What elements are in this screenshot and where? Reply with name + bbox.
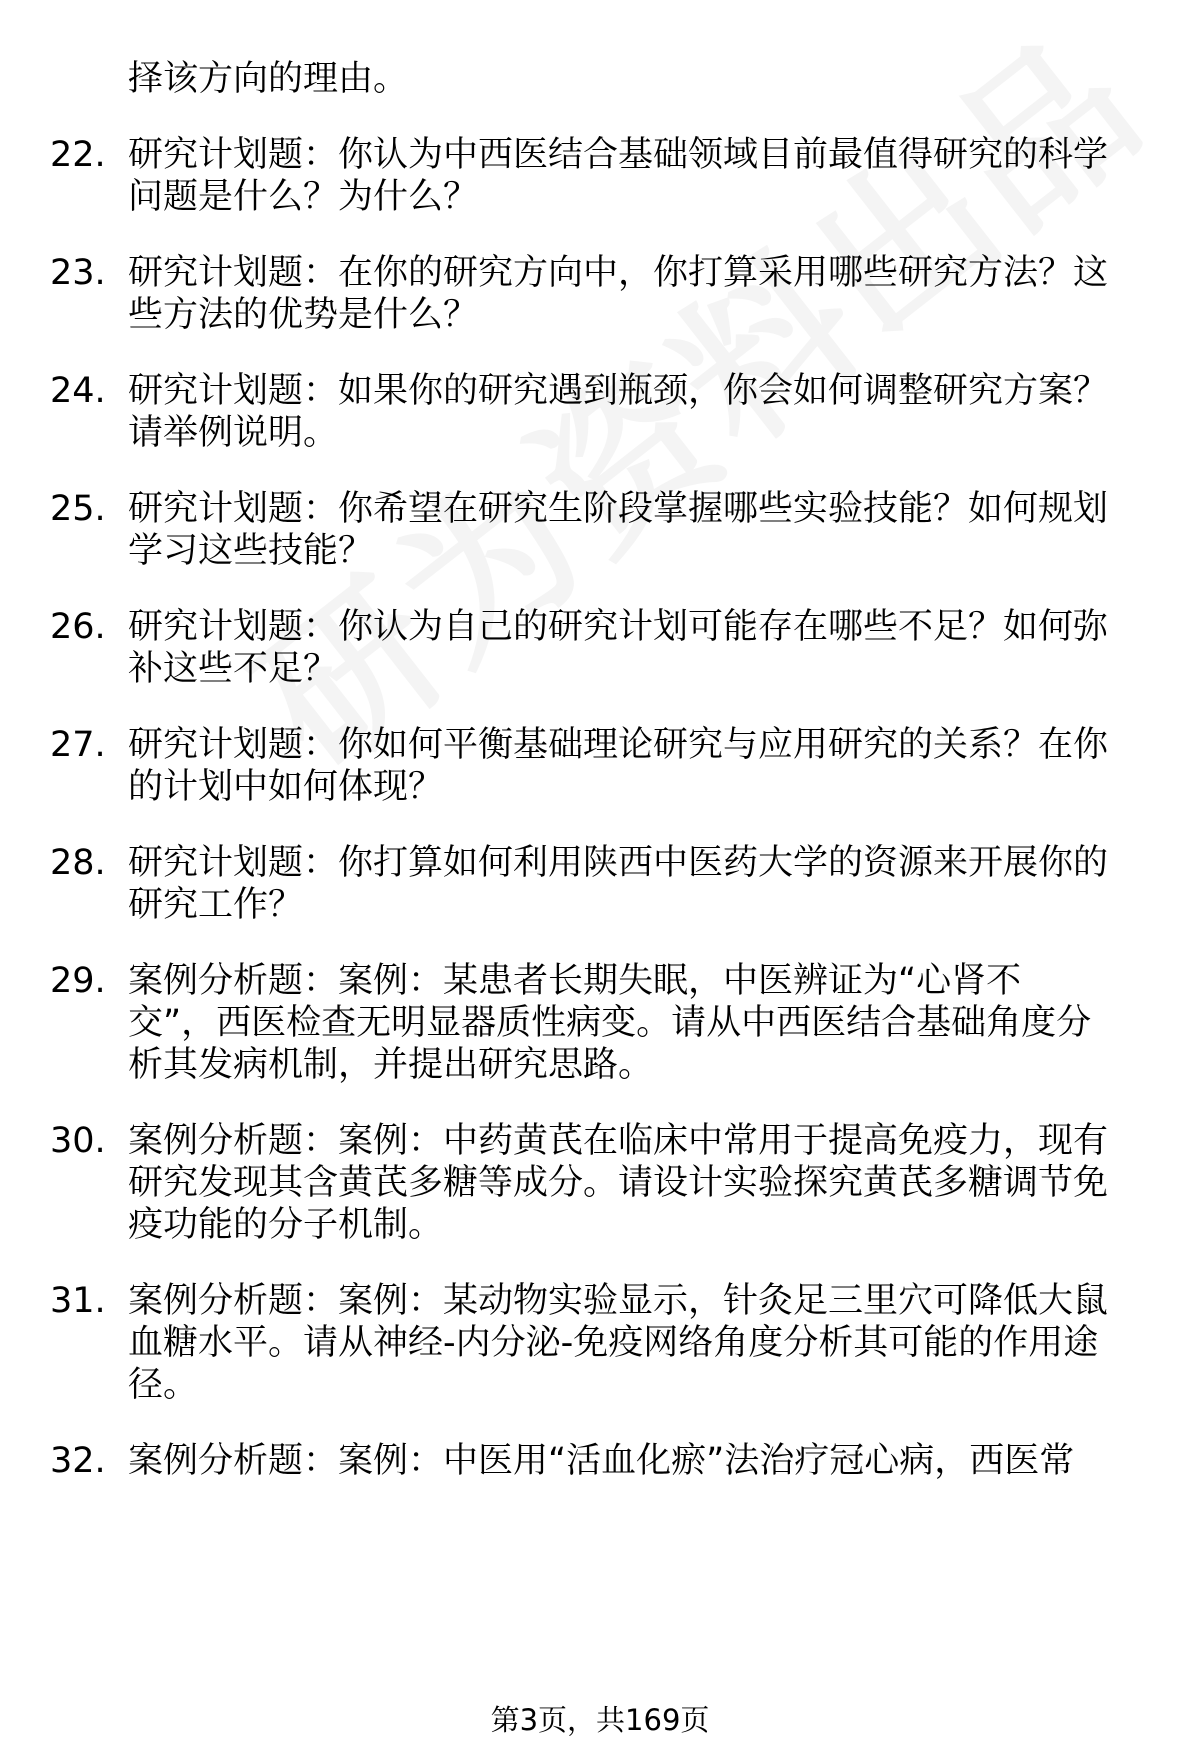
question-line: 研究计划题：你打算如何利用陕西中医药大学的资源来开展你的 xyxy=(128,843,1109,883)
question-line: 补这些不足？ xyxy=(128,649,339,689)
question-line: 研究发现其含黄芪多糖等成分。请设计实验探究黄芪多糖调节免 xyxy=(128,1163,1109,1203)
question-line: 疫功能的分子机制。 xyxy=(128,1205,444,1245)
question-line: 研究计划题：你如何平衡基础理论研究与应用研究的关系？在你 xyxy=(128,725,1109,765)
continuation-text: 择该方向的理由。 xyxy=(128,59,409,99)
question-number: 29. xyxy=(50,961,106,1001)
question-number: 27. xyxy=(50,725,106,765)
question-line: 问题是什么？为什么？ xyxy=(128,177,479,217)
question-number: 24. xyxy=(50,371,106,411)
question-number: 32. xyxy=(50,1441,106,1481)
question-line: 研究计划题：在你的研究方向中，你打算采用哪些研究方法？这 xyxy=(128,253,1109,293)
question-number: 22. xyxy=(50,135,106,175)
question-number: 31. xyxy=(50,1281,106,1321)
question-line: 请举例说明。 xyxy=(128,413,339,453)
question-number: 28. xyxy=(50,843,106,883)
question-number: 25. xyxy=(50,489,106,529)
question-line: 研究计划题：你认为中西医结合基础领域目前最值得研究的科学 xyxy=(128,135,1109,175)
question-number: 26. xyxy=(50,607,106,647)
question-number: 30. xyxy=(50,1121,106,1161)
question-line: 血糖水平。请从神经-内分泌-免疫网络角度分析其可能的作用途 xyxy=(128,1323,1099,1363)
question-line: 案例分析题：案例：某动物实验显示，针灸足三里穴可降低大鼠 xyxy=(128,1281,1109,1321)
question-line: 案例分析题：案例：中医用“活血化瘀”法治疗冠心病，西医常 xyxy=(128,1441,1075,1481)
question-line: 案例分析题：案例：中药黄芪在临床中常用于提高免疫力，现有 xyxy=(128,1121,1109,1161)
question-line: 学习这些技能？ xyxy=(128,531,374,571)
question-line: 些方法的优势是什么？ xyxy=(128,295,479,335)
question-line: 研究工作？ xyxy=(128,885,304,925)
page-footer: 第3页，共169页 xyxy=(490,1703,710,1737)
question-line: 案例分析题：案例：某患者长期失眠，中医辨证为“心肾不 xyxy=(128,961,1022,1001)
question-number: 23. xyxy=(50,253,106,293)
question-line: 研究计划题：你认为自己的研究计划可能存在哪些不足？如何弥 xyxy=(128,607,1109,647)
question-line: 径。 xyxy=(128,1365,199,1405)
question-line: 的计划中如何体现？ xyxy=(128,767,444,807)
question-line: 交”，西医检查无明显器质性病变。请从中西医结合基础角度分 xyxy=(128,1003,1092,1043)
question-line: 研究计划题：你希望在研究生阶段掌握哪些实验技能？如何规划 xyxy=(128,489,1109,529)
question-line: 研究计划题：如果你的研究遇到瓶颈，你会如何调整研究方案？ xyxy=(128,371,1109,411)
question-line: 析其发病机制，并提出研究思路。 xyxy=(128,1045,654,1085)
